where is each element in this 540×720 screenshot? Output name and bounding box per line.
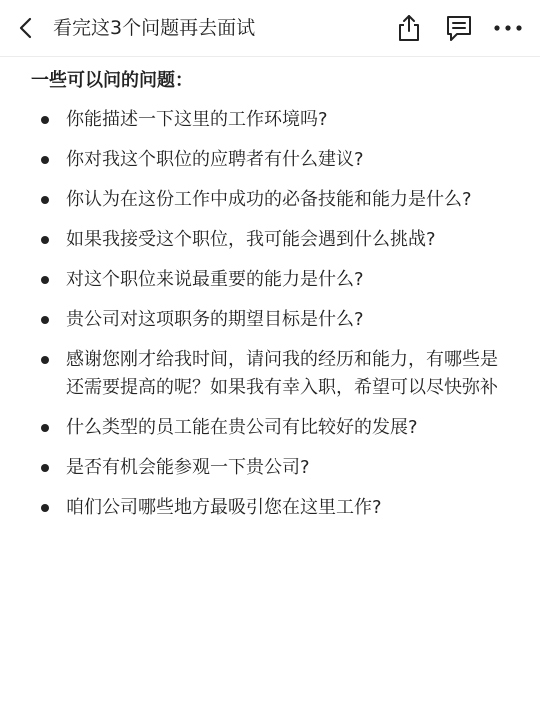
bullet-dot [41, 504, 49, 512]
bullet-dot [41, 116, 49, 124]
question-text: 你认为在这份工作中成功的必备技能和能力是什么? [66, 189, 472, 210]
list-item [0, 226, 540, 254]
bullet-dot [41, 424, 49, 432]
question-text: 贵公司对这项职务的期望目标是什么? [66, 309, 364, 330]
share-button[interactable] [391, 10, 427, 46]
question-text: 对这个职位来说最重要的能力是什么? [66, 269, 364, 290]
question-list [0, 106, 540, 534]
more-button[interactable] [490, 10, 526, 46]
list-item [0, 494, 540, 522]
list-item [0, 146, 540, 174]
question-text: 你对我这个职位的应聘者有什么建议? [66, 149, 364, 170]
list-item [0, 306, 540, 334]
bullet-dot [41, 356, 49, 364]
question-text: 如果我接受这个职位，我可能会遇到什么挑战? [66, 229, 436, 250]
top-navigation-bar [0, 0, 540, 57]
question-text: 是否有机会能参观一下贵公司? [66, 457, 310, 478]
question-text: 什么类型的员工能在贵公司有比较好的发展? [66, 417, 418, 438]
question-text: 你能描述一下这里的工作环境吗? [66, 109, 328, 130]
page-title: 看完这3个问题再去面试 [53, 17, 256, 39]
bullet-dot [41, 196, 49, 204]
list-item [0, 414, 540, 442]
question-text: 咱们公司哪些地方最吸引您在这里工作? [66, 497, 382, 518]
bullet-dot [41, 156, 49, 164]
bullet-dot [41, 236, 49, 244]
list-item [0, 454, 540, 482]
comment-button[interactable] [441, 10, 477, 46]
share-icon [395, 13, 423, 43]
back-button[interactable] [10, 12, 42, 44]
bullet-dot [41, 276, 49, 284]
question-text: 感谢您刚才给我时间，请问我的经历和能力，有哪些是还需要提高的呢？如果我有幸入职，希望可以尽快弥补 [66, 349, 498, 398]
list-item [0, 266, 540, 294]
list-item [0, 186, 540, 214]
comment-icon [444, 13, 474, 43]
section-heading: 一些可以问的问题： [31, 70, 193, 91]
bullet-dot [41, 316, 49, 324]
chevron-left-icon [16, 16, 36, 40]
more-horizontal-icon [493, 23, 523, 33]
list-item [0, 106, 540, 134]
bullet-dot [41, 464, 49, 472]
list-item [0, 346, 540, 402]
